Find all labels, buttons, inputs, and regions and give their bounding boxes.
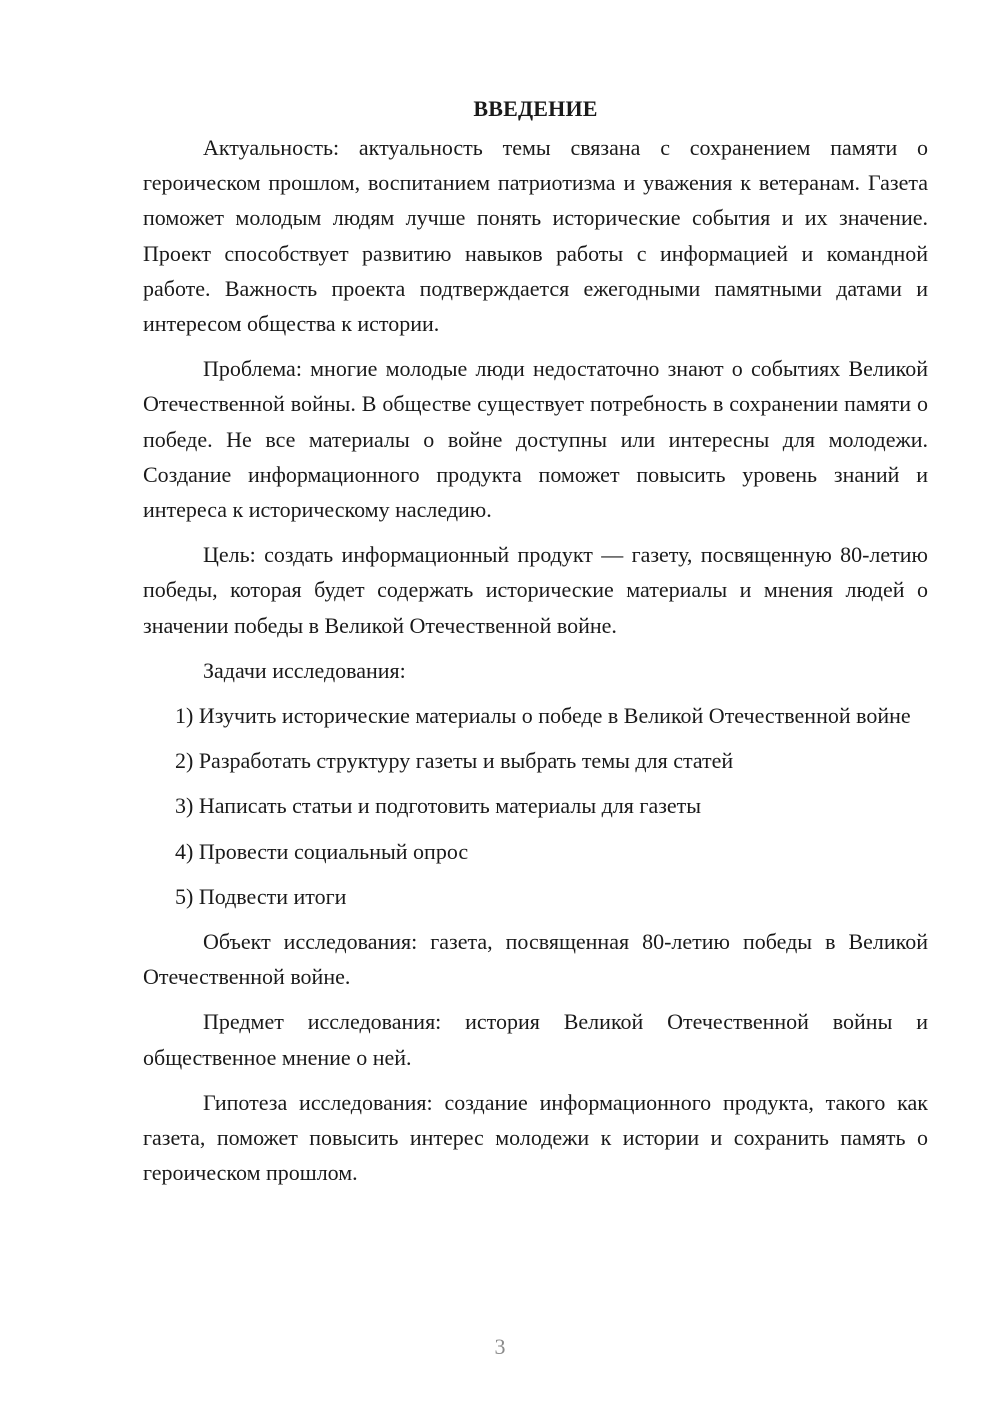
section-title: ВВЕДЕНИЕ (473, 96, 598, 121)
paragraph-subject: Предмет исследования: история Великой Отечественной войны и общественное мнение о ней. (143, 1009, 928, 1070)
page-number: 3 (494, 1334, 506, 1359)
tasks-list (143, 698, 928, 914)
task-item-3: 3) Написать статьи и подготовить материалы для газеты (175, 793, 702, 819)
paragraph-goal: Цель: создать информационный продукт — газету, посвященную 80-летию победы, которая будет содержать исторические материалы и мнения людей о значении победы в Великой Отечественной войне. (143, 542, 928, 638)
paragraph-relevance: Актуальность: актуальность темы связана с сохранением памяти о героическом прошлом, воспитанием патриотизма и уважения к ветеранам. Газета поможет молодым людям лучше понять исторические события и их значение. Проект способствует развитию навыков работы с информацией и командной работе. Важность проекта подтверждается ежегодными памятными датами и интересом общества к истории. (143, 135, 928, 337)
document-page (143, 92, 928, 1200)
paragraph-hypothesis: Гипотеза исследования: создание информационного продукта, такого как газета, поможет повысить интерес молодежи к истории и сохранить память о героическом прошлом. (143, 1089, 928, 1186)
task-item-1: 1) Изучить исторические материалы о победе в Великой Отечественной войне (175, 703, 911, 729)
paragraph-problem: Проблема: многие молодые люди недостаточно знают о событиях Великой Отечественной войны. В обществе существует потребность в сохранении памяти о победе. Не все материалы о войне доступны или интересны для молодежи. Создание информационного продукта поможет повысить уровень знаний и интереса к историческому наследию. (143, 356, 928, 523)
paragraph-object: Объект исследования: газета, посвященная 80-летию победы в Великой Отечественной войне. (143, 929, 928, 990)
tasks-heading: Задачи исследования: (203, 657, 406, 683)
task-item-4: 4) Провести социальный опрос (175, 838, 469, 864)
task-item-5: 5) Подвести итоги (175, 883, 347, 909)
task-item-2: 2) Разработать структуру газеты и выбрать темы для статей (175, 748, 734, 774)
